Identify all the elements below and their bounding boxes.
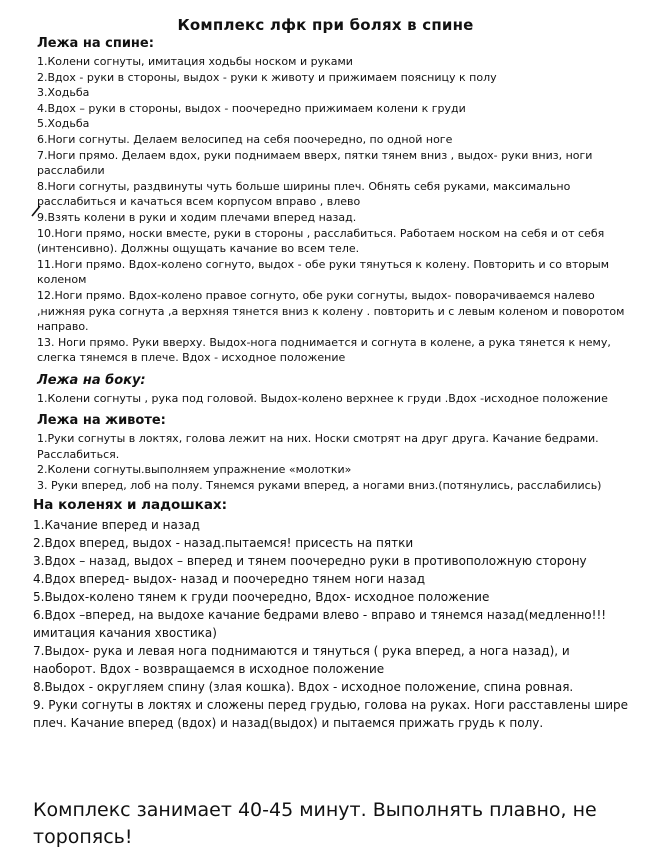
list-item: 8.Ноги согнуты, раздвинуты чуть больше ширины плеч. Обнять себя руками, максимально расслабиться и качаться всем корпусом вправо , влево xyxy=(37,179,571,209)
handwritten-mark-icon xyxy=(30,205,42,217)
section-on-knees-and-palms xyxy=(33,497,633,732)
list-item: 6.Ноги согнуты. Делаем велосипед на себя поочередно, по одной ноге xyxy=(37,132,453,146)
footer-note: Комплекс занимает 40-45 минут. Выполнять плавно, не торопясь! xyxy=(33,799,597,848)
list-item: 2.Вдох - руки в стороны, выдох - руки к животу и прижимаем поясницу к полу xyxy=(37,70,497,84)
list-item: 7.Ноги прямо. Делаем вдох, руки поднимаем вверх, пятки тянем вниз , выдох- руки вниз, ноги расслабили xyxy=(37,148,593,178)
section-lying-on-back xyxy=(33,35,633,366)
list-item: 4.Вдох вперед- выдох- назад и поочередно тянем ноги назад xyxy=(33,572,426,587)
list-item: 12.Ноги прямо. Вдох-колено правое согнуто, обе руки согнуты, выдох- поворачиваемся налево ,нижняя рука согнута ,а верхняя тянется вниз к колену . повторить и с левым коленом и поворотом направо. xyxy=(37,288,625,334)
list-item: 3.Вдох – назад, выдох – вперед и тянем поочередно руки в противоположную сторону xyxy=(33,554,587,569)
list-item: 9.Взять колени в руки и ходим плечами вперед назад. xyxy=(37,210,357,224)
list-item: 1.Колени согнуты , рука под головой. Выдох-колено верхнее к груди .Вдох -исходное положение xyxy=(37,391,608,405)
list-item: 3. Руки вперед, лоб на полу. Тянемся руками вперед, а ногами вниз.(потянулись, расслабились) xyxy=(37,478,602,492)
list-item: 13. Ноги прямо. Руки вверху. Выдох-нога поднимается и согнута в колене, а рука тянется к нему, слегка тянемся в плече. Вдох - исходное положение xyxy=(37,335,611,365)
list-item: 1.Качание вперед и назад xyxy=(33,518,200,533)
list-item: 4.Вдох – руки в стороны, выдох - поочередно прижимаем колени к груди xyxy=(37,101,466,115)
list-item: 8.Выдох - округляем спину (злая кошка). Вдох - исходное положение, спина ровная. xyxy=(33,680,574,695)
list-item: 1.Руки согнуты в локтях, голова лежит на них. Носки смотрят на друг друга. Качание бедрами. Расслабиться. xyxy=(37,432,599,461)
list-item: 1.Колени согнуты, имитация ходьбы носком и руками xyxy=(37,55,353,68)
section-heading: На коленях и ладошках: xyxy=(33,497,228,514)
list-item: 9. Руки согнуты в локтях и сложены перед грудью, голова на руках. Ноги расставлены шире плеч. Качание вперед (вдох) и назад(выдох) и пытаемся прижать грудь к полу. xyxy=(33,698,629,731)
section-lying-on-stomach xyxy=(33,412,633,493)
section-heading: Лежа на боку: xyxy=(37,372,146,388)
list-item: 3.Ходьба xyxy=(37,86,90,100)
list-item: 2.Вдох вперед, выдох - назад.пытаемся! присесть на пятки xyxy=(33,536,414,551)
list-item: 7.Выдох- рука и левая нога поднимаются и тянуться ( рука вперед, а нога назад), и наоборот. Вдох - возвращаемся в исходное положение xyxy=(33,644,570,677)
document-title: Комплекс лфк при болях в спине xyxy=(177,16,474,34)
section-lying-on-side xyxy=(33,372,633,407)
section-heading: Лежа на спине: xyxy=(37,36,154,51)
list-item: 6.Вдох –вперед, на выдохе качание бедрами влево - вправо и тянемся назад(медленно!!!имитация качания хвостика) xyxy=(33,608,607,641)
list-item: 2.Колени согнуты.выполняем упражнение «молотки» xyxy=(37,463,352,477)
document-content xyxy=(33,35,633,732)
list-item: 5.Ходьба xyxy=(37,117,90,131)
list-item: 10.Ноги прямо, носки вместе, руки в стороны , расслабиться. Работаем носком на себя и от себя (интенсивно). Должны ощущать качание во всем теле. xyxy=(37,226,605,256)
list-item: 5.Выдох-колено тянем к груди поочередно, Вдох- исходное положение xyxy=(33,590,490,605)
section-heading: Лежа на животе: xyxy=(37,413,166,429)
list-item: 11.Ноги прямо. Вдох-колено согнуто, выдох - обе руки тянуться к колену. Повторить и со вторым коленом xyxy=(37,257,610,287)
